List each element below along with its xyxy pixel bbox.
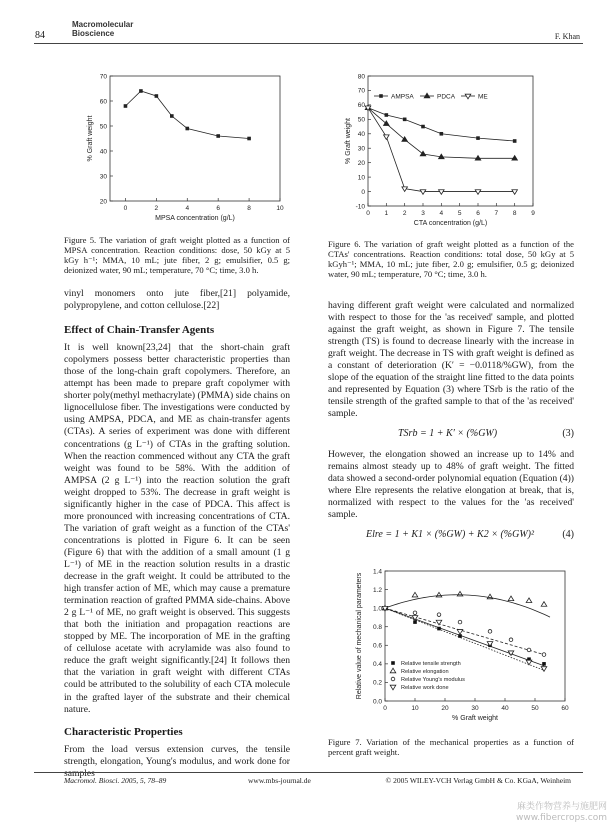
data-point [139, 89, 143, 93]
running-author: F. Khan [554, 32, 580, 41]
figure6-chart [340, 68, 540, 238]
data-point [385, 113, 389, 117]
data-point [527, 648, 531, 652]
y-axis-label: % Graft weight [345, 118, 352, 164]
data-point [458, 620, 462, 624]
x-tick-label: 4 [439, 210, 444, 217]
x-tick-label: 8 [247, 205, 251, 212]
data-point [475, 156, 481, 161]
y-tick-label: 20 [357, 159, 365, 167]
y-tick-label: 30 [99, 173, 107, 181]
figure5-caption: Figure 5. The variation of graft weight plotted as a function of MPSA concentration. Reaction conditions: dose, 50 kGy at 5 kGy h⁻¹; MMA, 10 mL; jute fiber, 2 g; emulsifier, 0.5 g; deionized water, 90 mL; temperature, 70 °C; time, 3.0 h. [64, 235, 290, 275]
x-axis-label: MPSA concentration (g/L) [155, 215, 235, 222]
equation-4-number: (4) [562, 528, 574, 540]
legend-marker [465, 94, 471, 99]
series-line [368, 108, 515, 192]
footer-rule [34, 772, 583, 773]
y-tick-label: 0.8 [372, 624, 382, 632]
x-tick-label: 4 [185, 205, 190, 212]
legend-label: Relative Young's modulus [401, 677, 465, 683]
watermark-line1: 麻类作物营养与施肥网 [516, 802, 607, 812]
paragraph-elongation: However, the elongation showed an increase up to 14% and remains almost steady up to 48% of graft weight. The fitted data showed a second-order polynomial equation (Equation (4)) where Elre represents the relative elongation at break, that is, normalized with respect to the values for the 'as received' sample. [328, 448, 574, 520]
equation-3-number: (3) [562, 428, 574, 440]
x-tick-label: 3 [421, 210, 425, 217]
fit-line-modulus [385, 608, 544, 654]
data-point [542, 662, 546, 666]
watermark [516, 802, 607, 824]
y-tick-label: 60 [99, 98, 107, 106]
y-tick-label: 1.4 [372, 568, 382, 576]
data-point [475, 190, 481, 195]
fit-line-tensile [385, 608, 544, 666]
x-tick-label: 5 [457, 210, 462, 217]
x-tick-label: 0 [366, 210, 370, 217]
data-point [421, 125, 425, 129]
figure6-caption: Figure 6. The variation of graft weight plotted as a function of the CTAs' concentrations. Reaction conditions: total dose, 50 kGy at 5 kGyh⁻¹; MMA, 10 mL; jute fiber, 2.0 g; emulsifier, 0.5 g; deionized water, 90 mL; temperature, 70 °C; time, 3.0 h. [328, 239, 574, 279]
data-point [488, 630, 492, 634]
data-point [420, 190, 426, 195]
data-point [439, 190, 445, 195]
legend-marker [390, 668, 396, 673]
header-rule [34, 43, 583, 44]
x-tick-label: 50 [531, 705, 539, 712]
x-tick-label: 30 [471, 705, 479, 712]
data-point [542, 653, 546, 657]
data-point [512, 190, 518, 195]
x-axis-label: % Graft weight [452, 715, 498, 722]
y-tick-label: 1.2 [372, 586, 382, 594]
x-axis-label: CTA concentration (g/L) [413, 220, 488, 227]
x-tick-label: 40 [501, 705, 509, 712]
data-point [412, 592, 418, 597]
legend-marker [391, 661, 395, 665]
y-tick-label: 1.0 [372, 605, 382, 613]
data-point [436, 620, 442, 625]
x-tick-label: 1 [384, 210, 389, 217]
data-point [413, 611, 417, 615]
legend-label: Relative work done [401, 685, 449, 691]
journal-name-line1: Macromolecular [72, 20, 134, 29]
fit-curve-elongation [385, 595, 550, 617]
x-tick-label: 8 [512, 210, 517, 217]
y-tick-label: 0 [361, 188, 365, 196]
data-point [526, 660, 532, 665]
legend-label: PDCA [437, 93, 456, 101]
y-tick-label: 70 [99, 73, 107, 81]
x-tick-label: 0 [123, 205, 128, 212]
y-tick-label: 50 [99, 123, 107, 131]
data-point [437, 627, 441, 631]
y-tick-label: 70 [357, 87, 365, 95]
right-column [328, 300, 574, 541]
data-point [216, 134, 220, 138]
x-tick-label: 6 [476, 210, 480, 217]
figure7-chart [345, 565, 575, 735]
footer-copyright: © 2005 WILEY-VCH Verlag GmbH & Co. KGaA, Weinheim [385, 776, 571, 785]
footer-url: www.mbs-journal.de [248, 776, 311, 785]
data-point [247, 137, 251, 141]
data-point [476, 136, 480, 140]
plot-frame [110, 76, 280, 201]
y-tick-label: 10 [357, 174, 365, 182]
x-tick-label: 6 [216, 205, 220, 212]
data-point [508, 596, 514, 601]
journal-logo [72, 20, 133, 38]
x-tick-label: 10 [276, 205, 284, 212]
watermark-line2: www.fibercrops.com [516, 813, 607, 823]
page-number: 84 [35, 30, 45, 41]
journal-name-line2: Bioscience [72, 29, 115, 38]
x-tick-label: 2 [402, 210, 407, 217]
data-point [440, 132, 444, 136]
y-tick-label: 40 [99, 148, 107, 156]
legend-label: Relative tensile strength [401, 661, 461, 667]
data-point [541, 667, 547, 672]
series-line [125, 91, 249, 139]
section-heading-cta: Effect of Chain-Transfer Agents [64, 324, 215, 337]
section-heading-properties: Characteristic Properties [64, 725, 183, 738]
paragraph-tensile: having different graft weight were calculated and normalized with respect to those for the 'as received' sample, and plotted against the graft weight, as shown in Figure 7. The tensile strength (TS) is found to decrease linearly with the increase in graft weight. The decrease in TS with graft weight is defined as a constant of deterioration (K′ = −0.0118/%GW), from the slope of the equation of the straight line fitted to the data points and represented by Equation (3) where TSrb is the ratio of the tensile strength of the grafted sample to that of the 'as received' sample. [328, 300, 574, 420]
legend-marker [390, 685, 396, 690]
y-tick-label: 0.6 [372, 642, 382, 650]
y-tick-label: 0.0 [372, 698, 382, 706]
y-tick-label: 0.2 [372, 679, 382, 687]
y-tick-label: 30 [357, 145, 365, 153]
left-column [64, 288, 290, 780]
data-point [124, 104, 128, 108]
legend-marker [379, 94, 383, 98]
x-tick-label: 20 [441, 705, 449, 712]
y-tick-label: 60 [357, 102, 365, 110]
data-point [541, 602, 547, 607]
intro-paragraph: vinyl monomers onto jute fiber,[21] polyamide, polypropylene, and cotton cellulose.[22] [64, 288, 290, 312]
y-axis-label: Relative value of mechanical parameters [356, 572, 363, 700]
figure5-chart [70, 68, 290, 228]
section-body-cta: It is well known[23,24] that the short-chain graft copolymers possess better characteristic properties than those of the long-chain graft copolymers. Therefore, an attempt has been made to prepare graft copolymer with shorter poly(methyl methacrylate) (PMMA) side chains on lignocellulose fiber. The investigations were conducted by using AMPSA, PDCA, and ME as chain-transfer agents (CTAs). A series of experiment was done with different concentrations (g L⁻¹) of CTAs in the grafting solution. When the reaction commenced without any CTA the graft weight was found to be 58%. With the addition of AMPSA (2 g L⁻¹) into the reaction solution the graft weight dropped to 53%. The decrease in graft weight is significantly higher in the case of PDCA. This affect is more pronounced with increasing concentrations of CTA. The variation of graft weight as a function of the CTAs' concentrations is plotted in Figure 6. It can be seen (Figure 6) that with the addition of a small amount (1 g L⁻¹) of ME in the reaction solution results in a drastic decrease in the graft weight. It could be attributed to the high transfer action of ME, which may cause a premature termination reaction of grafted PMMA side-chains. Above 2 g L⁻¹ of ME, no graft weight is observed. This suggests that both the initiation and propagation reactions are stopped by ME. The incorporation of ME in the grafting of cellulose acetate with acrylamide was also found to reduce the graft weight significantly.[24] It follows then that the variation in graft weight with different CTAs could be attributed to the solubility of each CTA molecule in the grafted layer of the substrate and their chemical nature. [64, 342, 290, 715]
series-line [368, 108, 515, 141]
x-tick-label: 0 [383, 705, 387, 712]
data-point [512, 156, 518, 161]
x-tick-label: 9 [531, 210, 535, 217]
y-tick-label: 40 [357, 131, 365, 139]
data-point [403, 118, 407, 122]
legend-label: Relative elongation [401, 669, 449, 675]
data-point [487, 594, 493, 599]
data-point [513, 139, 517, 143]
data-point [457, 630, 463, 635]
section-body-properties: From the load versus extension curves, the tensile strength, elongation, Young's modulus, and work done for samples [64, 743, 290, 779]
y-tick-label: 0.4 [372, 661, 382, 669]
data-point [526, 598, 532, 603]
data-point [509, 638, 513, 642]
footer-citation: Macromol. Biosci. 2005, 5, 78–89 [64, 776, 167, 785]
figure7-caption: Figure 7. Variation of the mechanical properties as a function of percent graft weight. [328, 737, 574, 757]
legend-label: ME [478, 93, 488, 101]
data-point [436, 592, 442, 597]
x-tick-label: 2 [154, 205, 159, 212]
legend-label: AMPSA [391, 93, 414, 101]
x-tick-label: 7 [494, 210, 499, 217]
data-point [437, 613, 441, 617]
legend-marker [391, 677, 395, 681]
legend-marker [424, 93, 430, 98]
data-point [384, 135, 390, 140]
x-tick-label: 10 [411, 705, 419, 712]
y-axis-label: % Graft weight [87, 115, 94, 162]
data-point [457, 591, 463, 596]
y-tick-label: 50 [357, 116, 365, 124]
y-tick-label: -10 [355, 203, 365, 211]
equation-3: TSrb = 1 + K′ × (%GW) [398, 428, 498, 440]
data-point [185, 127, 189, 131]
equation-4: Elre = 1 + K1 × (%GW) + K2 × (%GW)² [366, 528, 535, 540]
y-tick-label: 20 [99, 198, 107, 206]
data-point [170, 114, 174, 118]
data-point [155, 94, 159, 98]
x-tick-label: 60 [561, 705, 569, 712]
data-point [420, 151, 426, 156]
y-tick-label: 80 [357, 73, 365, 81]
